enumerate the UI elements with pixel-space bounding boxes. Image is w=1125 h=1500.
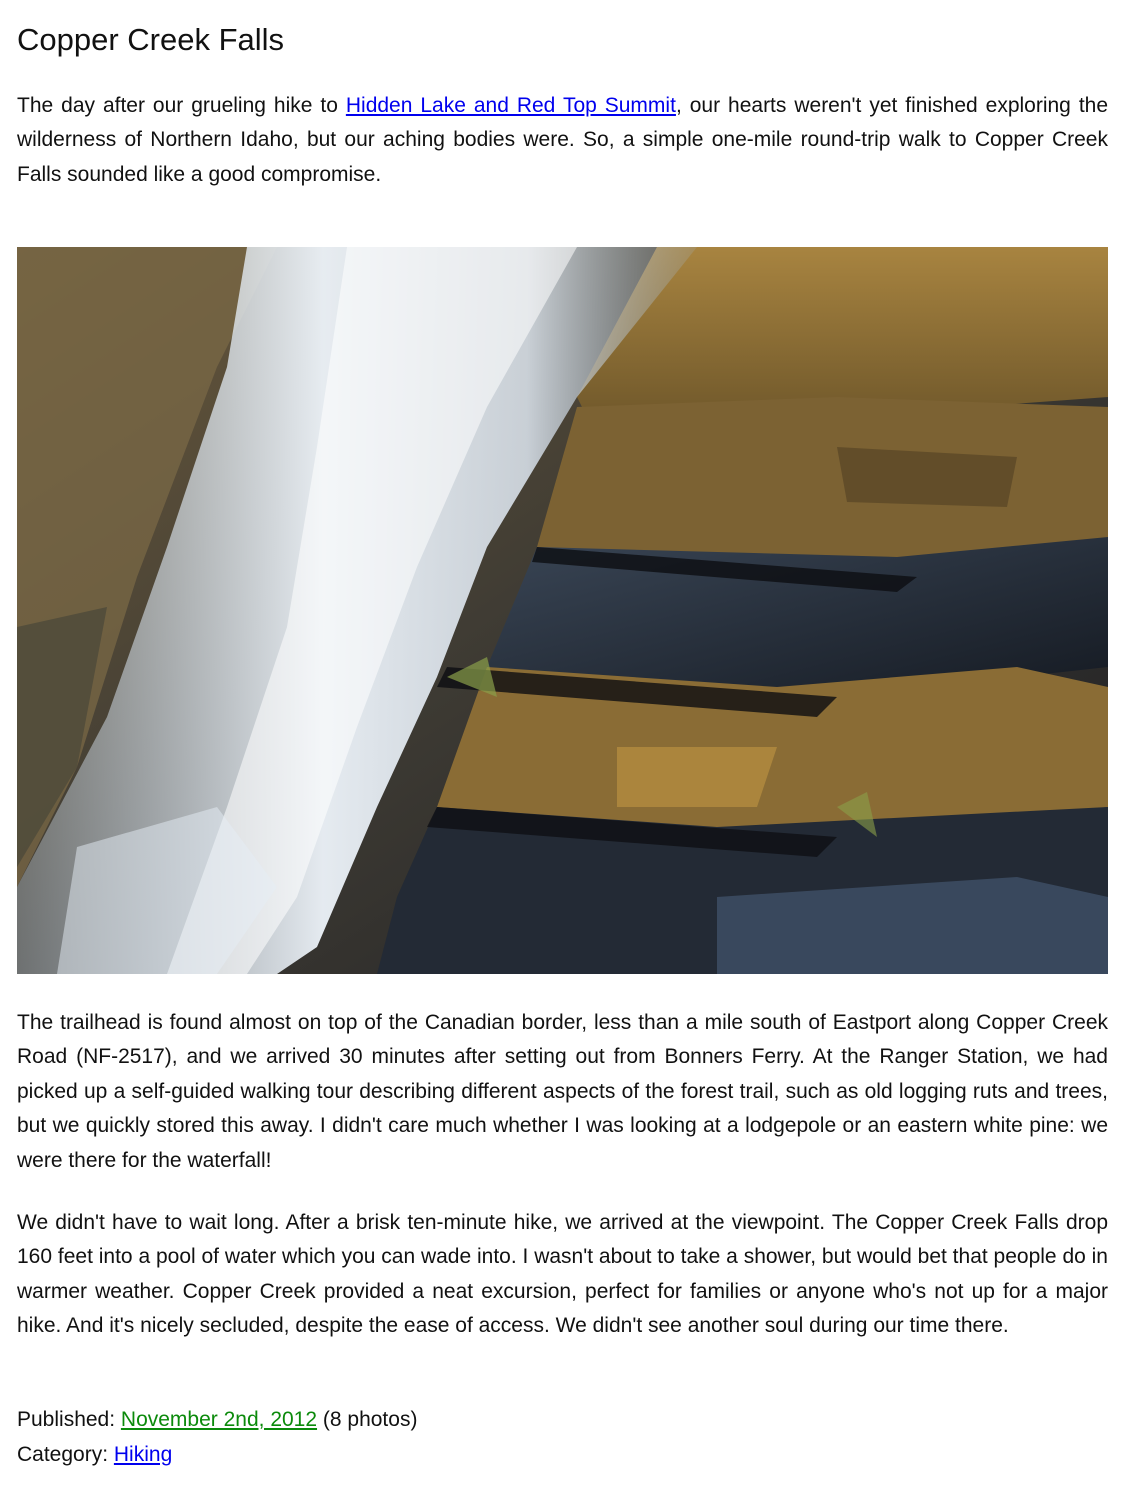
viewpoint-paragraph: We didn't have to wait long. After a brisk ten-minute hike, we arrived at the viewpoint. The Copper Creek Falls drop 160 feet into a pool of water which you can wade into. I wasn't about to take a shower, but would bet that people do in warmer weather. Copper Creek provided a neat excursion, perfect for families or anyone who's not up for a major hike. And it's nicely secluded, despite the ease of access. We didn't see another soul during our time there. bbox=[17, 1211, 1108, 1338]
published-date-link[interactable]: November 2nd, 2012 bbox=[120, 1408, 318, 1431]
hidden-lake-link[interactable]: Hidden Lake and Red Top Summit bbox=[345, 94, 676, 117]
page-title: Copper Creek Falls bbox=[17, 22, 285, 57]
category-line bbox=[17, 1438, 172, 1472]
published-label: Published: bbox=[17, 1408, 121, 1431]
intro-text-before-link: The day after our grueling hike to bbox=[17, 94, 346, 117]
waterfall-photo-illustration bbox=[17, 247, 1108, 974]
category-link-hiking[interactable]: Hiking bbox=[113, 1443, 173, 1466]
photo-count: (8 photos) bbox=[317, 1408, 418, 1431]
waterfall-photo[interactable] bbox=[17, 247, 1108, 974]
category-label: Category: bbox=[17, 1443, 114, 1466]
trailhead-paragraph: The trailhead is found almost on top of the Canadian border, less than a mile south of Eastport along Copper Creek Road (NF-2517), and we arrived 30 minutes after setting out from Bonners Ferry. At the Ranger Station, we had picked up a self-guided walking tour describing different aspects of the forest trail, such as old logging ruts and trees, but we quickly stored this away. I didn't care much whether I was looking at a lodgepole or an eastern white pine: we were there for the waterfall! bbox=[17, 1011, 1108, 1172]
intro-paragraph bbox=[17, 89, 1108, 192]
published-line bbox=[17, 1403, 417, 1437]
intro-text-after-link: , our hearts weren't yet finished exploring the wilderness of Northern Idaho, but our aching bodies were. So, a simple one-mile round-trip walk to Copper Creek Falls sounded like a good compromise. bbox=[17, 94, 1109, 186]
